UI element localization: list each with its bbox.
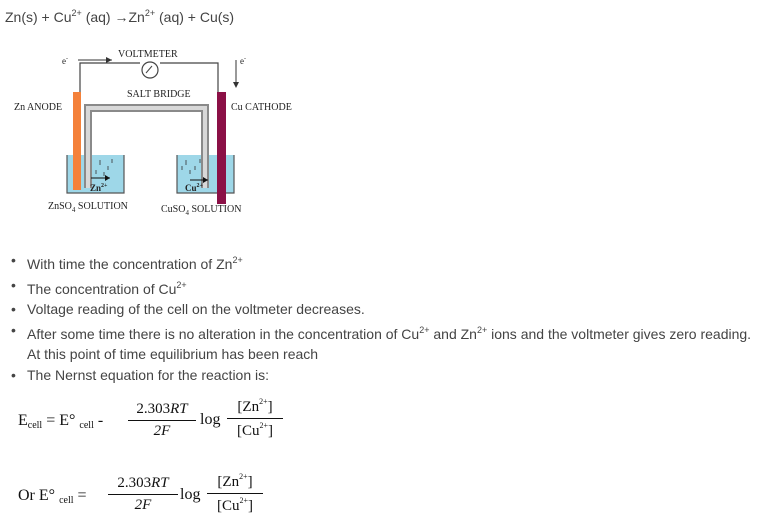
reaction-zn-ion: Zn <box>128 9 145 25</box>
equation-2-lhs: Or E° $_{cell}$ = <box>18 487 87 506</box>
reaction-zn-solid: Zn(s) <box>5 9 38 25</box>
voltmeter-icon <box>142 62 158 78</box>
zinc-ion-label: $Zn^{2+}$ <box>90 183 108 193</box>
electron-right-label: e- <box>240 56 246 66</box>
copper-solution-label: CuSO$_4$ SOLUTION <box>161 204 242 217</box>
nernst-equation-2 <box>18 472 318 528</box>
anode-label: Zn ANODE <box>14 102 63 113</box>
reaction-products-tail: (aq) + Cu(s) <box>155 9 235 25</box>
galvanic-cell-svg <box>0 38 330 228</box>
equation-1-ratio: $[Zn^{2+}]$ $[Cu^{2+}]$ <box>227 397 283 440</box>
list-item: • After some time there is no alteration in the concentration of $Cu^{2+}$ and $Zn^{2+}$ ions and the voltmeter gives zero reading. At this point of time equilibrium has been reach <box>7 320 757 365</box>
equation-2-coefficient: 2.303RT 2F <box>108 475 178 514</box>
equation-1-log: log <box>200 411 221 428</box>
reaction-zn-charge: 2+ <box>144 8 156 18</box>
equation-1-coefficient: 2.303RT 2F <box>128 401 196 440</box>
copper-cathode <box>217 92 226 204</box>
copper-ion-label: $Cu^{2+}$ <box>185 183 203 193</box>
reaction-plus: + <box>37 9 54 25</box>
equation-1-lhs: $E_{cell} = E^\circ$ $_{cell}$ - <box>18 412 104 431</box>
galvanic-cell-diagram <box>0 38 330 228</box>
nernst-equation-1 <box>18 396 318 452</box>
zinc-solution-label: ZnSO$_4$ SOLUTION <box>48 201 128 214</box>
reaction-equation <box>5 8 234 25</box>
list-item: • The concentration of $Cu^{2+}$ <box>7 275 757 300</box>
list-item: • The Nernst equation for the reaction is: <box>7 365 757 386</box>
reaction-cu-charge: 2+ <box>71 8 82 18</box>
reaction-arrow: → <box>114 9 129 25</box>
reaction-cu-ion: Cu <box>53 9 72 25</box>
zinc-anode <box>73 92 81 190</box>
electron-left-label: e- <box>62 56 68 66</box>
list-item: • With time the concentration of $Zn^{2+}$ <box>7 250 757 275</box>
voltmeter-label: VOLTMETER <box>118 49 178 60</box>
equation-2-log: log <box>180 486 201 503</box>
equation-2-ratio: $[Zn^{2+}]$ $[Cu^{2+}]$ <box>207 472 263 515</box>
observation-list <box>7 250 757 385</box>
salt-bridge-label: SALT BRIDGE <box>127 89 191 100</box>
list-item: • Voltage reading of the cell on the voltmeter decreases. <box>7 299 757 320</box>
cathode-label: Cu CATHODE <box>231 102 292 113</box>
reaction-aq: (aq) <box>81 9 115 25</box>
